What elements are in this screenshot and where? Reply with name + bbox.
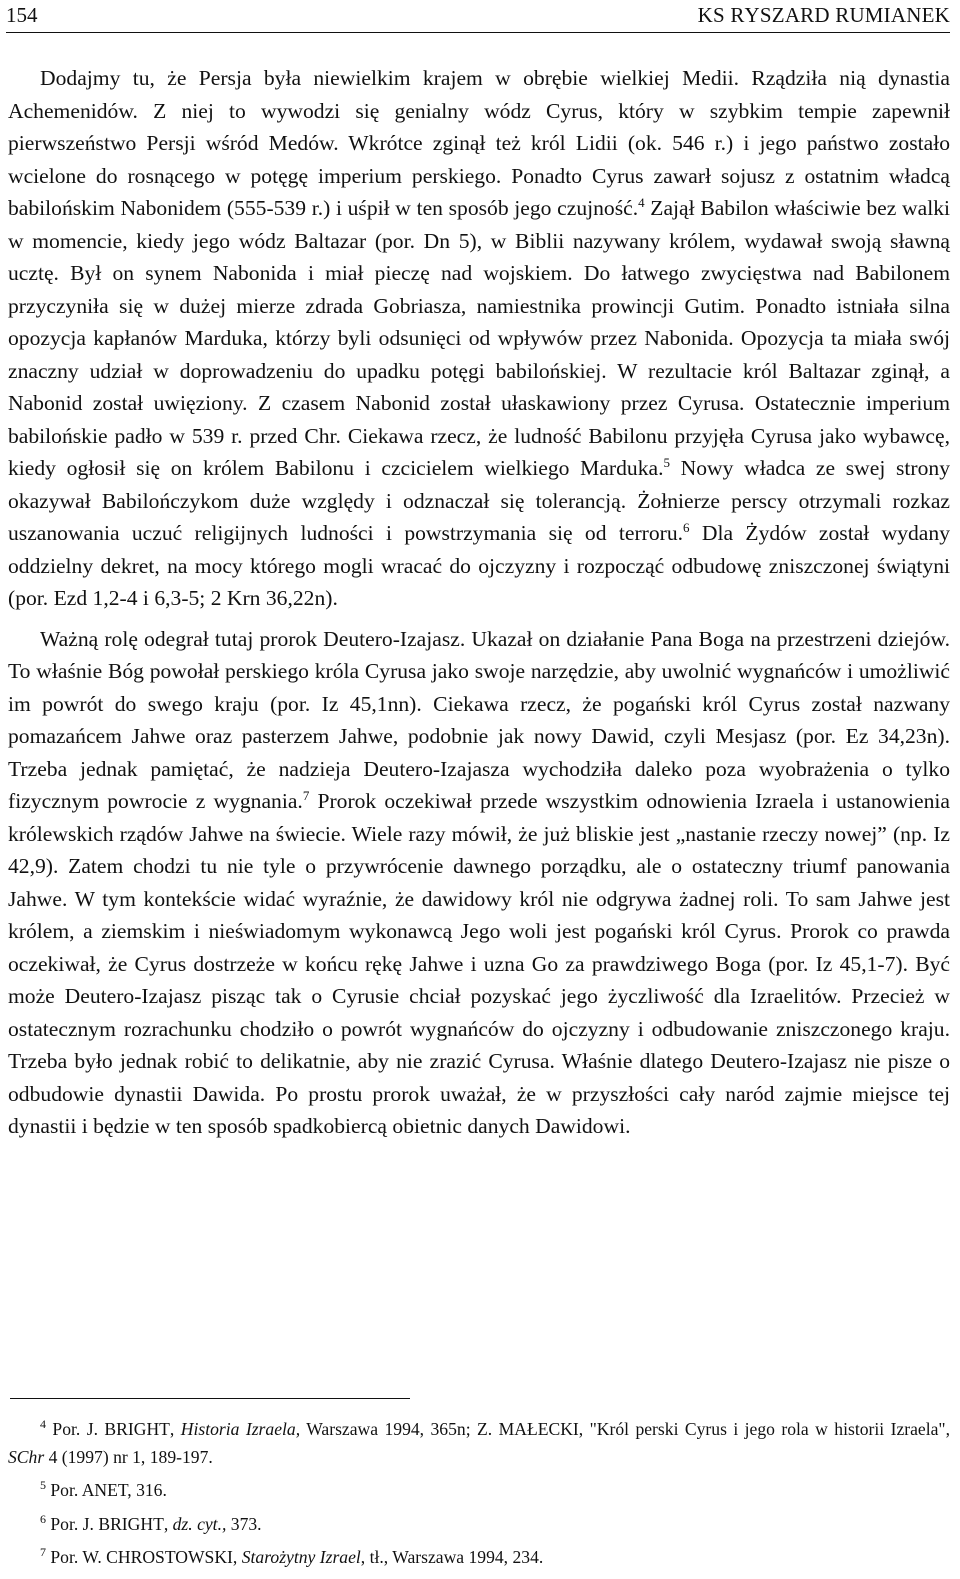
footnote-ref-7[interactable]: 7 bbox=[302, 787, 310, 803]
p2-text-1: Ważną rolę odegrał tutaj prorok Deutero-Izajasz. Ukazał on działanie Pana Boga na przestrzeni dziejów. To właśnie Bóg powołał perskiego króla Cyrusa jako swoje narzędzie, aby uwolnić wygnańców i umożliwić im powrót do swego kraju (por. Iz 45,1nn). Ciekawa rzecz, że pogański król Cyrus został nazwany pomazańcem Jahwe oraz pasterzem Jahwe, podobnie jak nowy Dawid, czyli Mesjasz (por. Ez 34,23n). Trzeba jednak pamiętać, że nadzieja Deutero-Izajasza wychodziła daleko poza wyobrażenia o tylko fizycznym powrocie z wygnania. bbox=[8, 626, 950, 813]
footnote-6 bbox=[8, 1511, 950, 1539]
footnote-6-text-2: 373. bbox=[226, 1513, 262, 1534]
footnote-4-text: Por. J. bbox=[46, 1419, 105, 1439]
author-k: K bbox=[697, 3, 713, 27]
author-yszard: YSZARD bbox=[744, 3, 830, 27]
paragraph-persia-cyrus bbox=[8, 62, 950, 615]
p2-text-2: Prorok oczekiwał przede wszystkim odnowienia Izraela i ustanowienia królewskich rządów Jahwe na świecie. Wiele razy mówił, że już bliskie jest „nastanie rzeczy nowej” (np. Iz 42,9). Zatem chodzi tu nie tyle o przywrócenie dawnego porządku, ale o ostateczny triumf panowania Jahwe. W tym kontekście widać wyraźnie, że dawidowy król nie odgrywa żadnej roli. To sam Jahwe jest królem, a ziemskim i nieświadomym wykonawcą Jego woli jest pogański król Cyrus. Prorok co prawda oczekiwał, że Cyrus dostrzeże w końcu rękę Jahwe i uzna Go za prawdziwego Boga (por. Iz 45,1-7). Być może Deutero-Izajasz pisząc tak o Cyrusie chciał pozyskać jego życzliwość dla Izraelitów. Przecież w ostatecznym rozrachunku chodziło o powrót wygnańców do ojczyzny i odbudowanie zniszczonego kraju. Trzeba było jednak robić to delikatnie, aby nie zrazić Cyrusa. Właśnie dlatego Deutero-Izajasz nie pisze o odbudowie dynastii Dawida. Po prostu prorok uważał, że w przyszłości cały naród zajmie miejsce tej dynastii i będzie w ten sposób spadkobiercą obietnic danych Dawidowi. bbox=[8, 789, 950, 1138]
footnote-6-italic: dz. cyt., bbox=[172, 1513, 227, 1534]
footnote-5 bbox=[8, 1477, 950, 1505]
footnote-ref-4[interactable]: 4 bbox=[638, 194, 645, 210]
footnote-separator bbox=[10, 1398, 410, 1399]
footnote-7-text: Por. W. bbox=[46, 1547, 107, 1567]
footnote-4-sep: , bbox=[169, 1419, 181, 1439]
author-r1: R bbox=[730, 3, 745, 27]
footnote-4-text-3: , "Król perski Cyrus i jego rola w historii Izraela", bbox=[578, 1419, 951, 1439]
footnote-4-author: RIGHT bbox=[116, 1419, 170, 1439]
footnote-7-sep: , bbox=[232, 1547, 242, 1567]
footnote-4-author2-cap: M bbox=[498, 1419, 515, 1439]
p1-text-3: Nowy władca ze swej strony okazywał Babilończykom duże względy i odznaczał się tolerancją. Żołnierze perscy otrzymali rozkaz uszanowania uczuć religijnych ludności i powstrzymania się od terroru. bbox=[8, 456, 950, 545]
footnote-5-number: 5 bbox=[40, 1478, 46, 1493]
footnote-6-text: Por. J. bbox=[46, 1513, 99, 1534]
footnote-4-text-2: Warszawa 1994, 365n; Z. bbox=[300, 1419, 499, 1439]
footnote-7-author: HROSTOWSKI bbox=[117, 1547, 233, 1567]
footnotes bbox=[8, 1416, 950, 1578]
running-head-author bbox=[698, 2, 950, 28]
author-r2: R bbox=[835, 3, 850, 27]
author-umianek: UMIANEK bbox=[849, 3, 950, 27]
footnote-4-author2: AŁECKI bbox=[514, 1419, 579, 1439]
footnote-6-number: 6 bbox=[40, 1511, 46, 1526]
p1-text-2: Zajął Babilon właściwie bez walki w momencie, kiedy jego wódz Baltazar (por. Dn 5), w Biblii nazywany królem, wydawał swoją sławną ucztę. Był on synem Nabonida i miał pieczę nad wojskiem. Do łatwego zwycięstwa nad Babilonem przyczyniła się w dużej mierze zdrada Gobriasza, namiestnika prowincji Gutim. Ponadto istniała silna opozycja kapłanów Marduka, którzy byli odsunięci od wpływów przez Nabonida. Opozycja ta miała swój znaczny udział w doprowadzeniu do upadku potęgi babilońskiej. W rezultacie król Baltazar zginął, a Nabonid został uwięziony. Z czasem Nabonid został ułaskawiony przez Cyrusa. Ostatecznie imperium babilońskie padło w 539 r. przed Chr. Ciekawa rzecz, że ludność Babilonu przyjęła Cyrusa jako wybawcę, kiedy ogłosił się on królem Babilonu i czcicielem wielkiego Marduka. bbox=[8, 196, 950, 480]
footnote-ref-6[interactable]: 6 bbox=[683, 519, 690, 535]
footnote-6-author: RIGHT bbox=[110, 1513, 164, 1534]
footnote-7 bbox=[8, 1544, 950, 1572]
footnote-ref-5[interactable]: 5 bbox=[663, 454, 670, 470]
footnote-4-text-4: 4 (1997) nr 1, 189-197. bbox=[44, 1446, 213, 1467]
running-header bbox=[6, 2, 950, 33]
footnote-4-title: Historia Izraela, bbox=[180, 1419, 301, 1439]
footnote-7-title: Starożytny Izrael bbox=[241, 1547, 361, 1567]
footnote-7-text-2: , tł., Warszawa 1994, 234. bbox=[360, 1547, 544, 1567]
footnote-6-author-cap: B bbox=[98, 1513, 111, 1534]
author-s: S bbox=[712, 3, 725, 27]
footnote-5-text: Por. ANET, 316. bbox=[46, 1480, 167, 1500]
footnote-4-number: 4 bbox=[40, 1417, 46, 1432]
p1-text-1: Dodajmy tu, że Persja była niewielkim krajem w obrębie wielkiej Medii. Rządziła nią dynastia Achemenidów. Z niej to wywodzi się genialny wódz Cyrus, który w szybkim tempie zapewnił pierwszeństwo Persji wśród Medów. Wkrótce zginął też król Lidii (ok. 546 r.) i jego państwo zostało wcielone do rosnącego w potęgę imperium perskiego. Ponadto Cyrus zawarł sojusz z ostatnim władcą babilońskim Nabonidem (555-539 r.) i uśpił w ten sposób jego czujność. bbox=[8, 66, 950, 220]
p1-text-4: Dla Żydów został wydany oddzielny dekret, na mocy którego mogli wracać do ojczyzny i rozpocząć odbudowę zniszczonej świątyni (por. Ezd 1,2-4 i 6,3-5; 2 Krn 36,22n). bbox=[8, 521, 950, 610]
body-text bbox=[8, 62, 950, 1143]
footnote-7-author-cap: C bbox=[106, 1547, 118, 1567]
paragraph-deutero-isaiah bbox=[8, 623, 950, 1143]
footnote-6-sep: , bbox=[163, 1513, 173, 1534]
footnote-4-author-cap: B bbox=[104, 1419, 117, 1439]
page-number: 154 bbox=[6, 3, 38, 27]
footnote-4-journal: SChr bbox=[8, 1446, 45, 1467]
footnote-4 bbox=[8, 1416, 950, 1471]
footnote-7-number: 7 bbox=[40, 1545, 46, 1560]
